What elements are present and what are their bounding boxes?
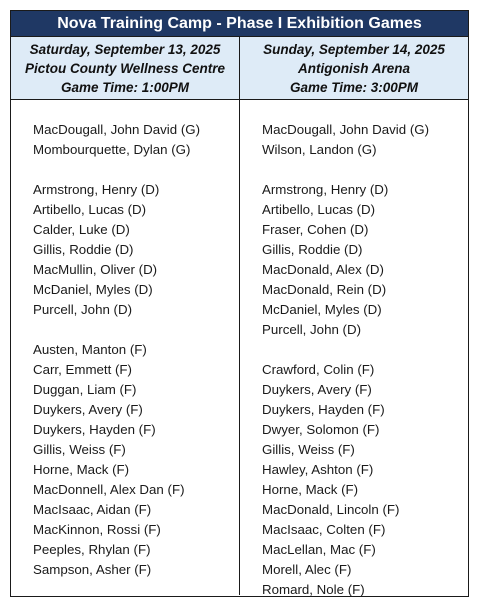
roster-column-sunday: [239, 100, 468, 595]
player-entry: MacLellan, Mac (F): [262, 542, 376, 557]
player-entry: Artibello, Lucas (D): [262, 202, 376, 217]
player-entry: Romard, Nole (F): [262, 582, 365, 597]
player-entry: Gillis, Roddie (D): [33, 242, 134, 257]
player-entry: MacDougall, John David (G): [262, 122, 430, 137]
player-entry: Duggan, Liam (F): [33, 382, 137, 397]
roster-column-saturday: [11, 100, 239, 595]
player-entry: Purcell, John (D): [262, 322, 362, 337]
player-entry: Duykers, Avery (F): [33, 402, 143, 417]
player-entry: Armstrong, Henry (D): [262, 182, 389, 197]
player-entry: McDaniel, Myles (D): [33, 282, 153, 297]
player-entry: Duykers, Hayden (F): [33, 422, 156, 437]
game-header-saturday: [11, 37, 239, 99]
player-entry: McDaniel, Myles (D): [262, 302, 382, 317]
roster-body: [11, 100, 468, 595]
game-time: Game Time: 3:00PM: [289, 79, 419, 95]
player-entry: MacKinnon, Rossi (F): [33, 522, 161, 537]
player-entry: Horne, Mack (F): [33, 462, 130, 477]
player-entry: Artibello, Lucas (D): [33, 202, 147, 217]
player-entry: Duykers, Hayden (F): [262, 402, 385, 417]
position-group-spacer: [33, 160, 239, 180]
player-entry: Calder, Luke (D): [33, 222, 130, 237]
position-group-spacer: [262, 160, 468, 180]
player-entry: Dwyer, Solomon (F): [262, 422, 380, 437]
player-entry: MacIsaac, Aidan (F): [33, 502, 152, 517]
player-entry: MacDonald, Lincoln (F): [262, 502, 400, 517]
player-entry: Gillis, Weiss (F): [33, 442, 126, 457]
player-entry: MacMullin, Oliver (D): [33, 262, 158, 277]
player-entry: Carr, Emmett (F): [33, 362, 132, 377]
game-venue: Antigonish Arena: [297, 60, 410, 76]
game-date: Sunday, September 14, 2025: [263, 41, 445, 57]
player-entry: MacDougall, John David (G): [33, 122, 201, 137]
player-entry: MacDonald, Alex (D): [262, 262, 384, 277]
roster-sheet: [10, 10, 469, 597]
position-group-spacer: [262, 340, 468, 360]
player-entry: Horne, Mack (F): [262, 482, 359, 497]
player-entry: Armstrong, Henry (D): [33, 182, 160, 197]
player-entry: Morell, Alec (F): [262, 562, 352, 577]
player-entry: Austen, Manton (F): [33, 342, 147, 357]
player-entry: Mombourquette, Dylan (G): [33, 142, 191, 157]
player-entry: Hawley, Ashton (F): [262, 462, 374, 477]
player-entry: Purcell, John (D): [33, 302, 133, 317]
game-venue: Pictou County Wellness Centre: [24, 60, 226, 76]
player-entry: Fraser, Cohen (D): [262, 222, 369, 237]
player-entry: MacDonald, Rein (D): [262, 282, 387, 297]
player-entry: MacDonnell, Alex Dan (F): [33, 482, 185, 497]
game-date: Saturday, September 13, 2025: [29, 41, 221, 57]
position-group-spacer: [33, 320, 239, 340]
game-header-row: [11, 37, 468, 100]
player-entry: Wilson, Landon (G): [262, 142, 377, 157]
player-entry: Sampson, Asher (F): [33, 562, 152, 577]
player-entry: MacIsaac, Colten (F): [262, 522, 386, 537]
player-entry: Gillis, Roddie (D): [262, 242, 363, 257]
player-entry: Peeples, Rhylan (F): [33, 542, 151, 557]
player-entry: Duykers, Avery (F): [262, 382, 372, 397]
game-header-sunday: [239, 37, 468, 99]
player-entry: Crawford, Colin (F): [262, 362, 375, 377]
sheet-title: Nova Training Camp - Phase I Exhibition Games: [11, 11, 468, 37]
player-entry: Gillis, Weiss (F): [262, 442, 355, 457]
game-time: Game Time: 1:00PM: [60, 79, 190, 95]
